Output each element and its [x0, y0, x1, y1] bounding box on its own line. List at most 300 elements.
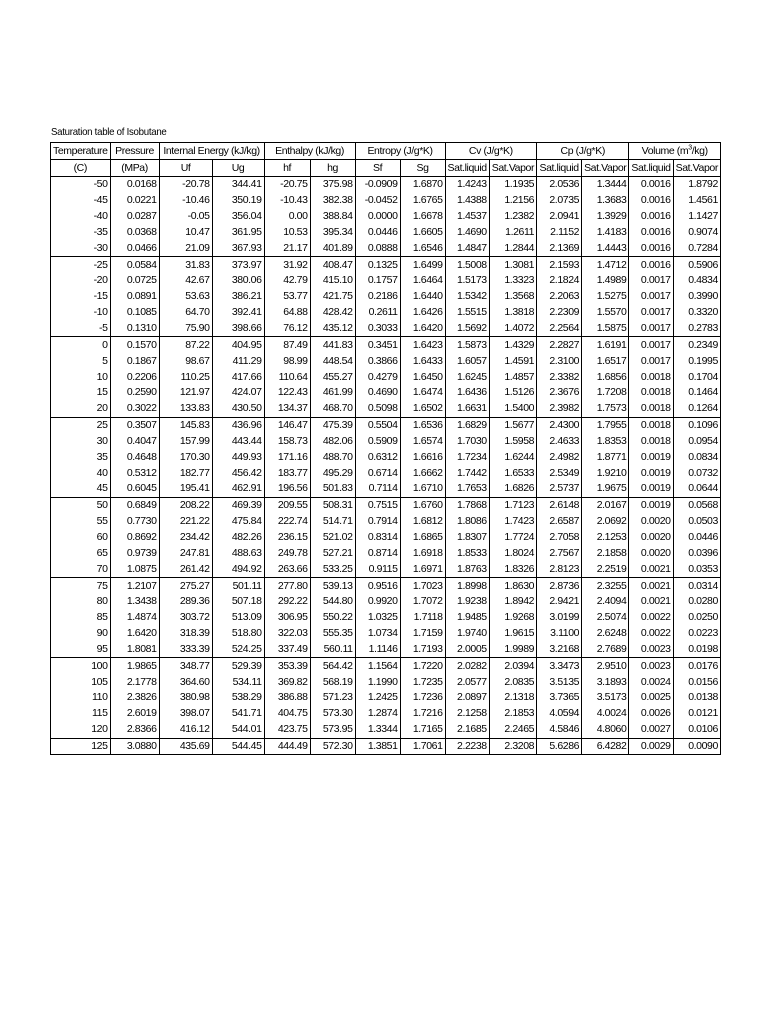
- table-cell: 90: [51, 626, 111, 642]
- table-cell: 0.9074: [673, 225, 720, 241]
- table-cell: 55: [51, 514, 111, 530]
- table-cell: 448.54: [310, 353, 355, 369]
- table-cell: 1.7159: [400, 626, 445, 642]
- table-cell: 122.43: [264, 385, 310, 401]
- table-cell: 0.6714: [355, 465, 400, 481]
- table-cell: 1.3929: [582, 209, 629, 225]
- table-cell: 1.8998: [445, 578, 489, 594]
- table-cell: 1.6574: [400, 434, 445, 450]
- table-cell: 208.22: [159, 497, 212, 513]
- table-cell: 87.49: [264, 337, 310, 353]
- table-cell: 501.83: [310, 481, 355, 497]
- table-cell: 1.6057: [445, 353, 489, 369]
- table-cell: 1.6420: [110, 626, 159, 642]
- table-cell: 196.56: [264, 481, 310, 497]
- table-cell: 1.7061: [400, 738, 445, 755]
- table-cell: 4.5846: [537, 722, 582, 738]
- table-cell: 1.2156: [489, 193, 536, 209]
- table-cell: 0.0018: [629, 434, 673, 450]
- table-cell: 0.0026: [629, 706, 673, 722]
- table-cell: 0.0023: [629, 658, 673, 674]
- table-cell: -25: [51, 257, 111, 273]
- table-cell: 303.72: [159, 610, 212, 626]
- table-cell: 0.1867: [110, 353, 159, 369]
- table-cell: 0.2590: [110, 385, 159, 401]
- table-cell: 513.09: [212, 610, 264, 626]
- table-cell: 0.0029: [629, 738, 673, 755]
- column-group-label: Enthalpy (kJ/kg): [275, 144, 344, 157]
- table-cell: 1.8533: [445, 545, 489, 561]
- table-cell: 1.7023: [400, 578, 445, 594]
- table-cell: 53.77: [264, 289, 310, 305]
- table-cell: 3.3473: [537, 658, 582, 674]
- table-cell: 249.78: [264, 545, 310, 561]
- header-sub-row: [51, 160, 721, 177]
- table-row: [51, 353, 721, 369]
- table-cell: 1.5008: [445, 257, 489, 273]
- table-cell: 1.4847: [445, 240, 489, 256]
- table-row: [51, 369, 721, 385]
- column-group-label: Pressure: [115, 144, 154, 157]
- table-cell: 0.0018: [629, 385, 673, 401]
- table-row: [51, 434, 721, 450]
- column-group-header: [629, 143, 721, 160]
- table-cell: 555.35: [310, 626, 355, 642]
- table-cell: 1.6533: [489, 465, 536, 481]
- table-cell: 1.6710: [400, 481, 445, 497]
- table-cell: 1.6856: [582, 369, 629, 385]
- table-cell: 10: [51, 369, 111, 385]
- table-cell: 1.7573: [582, 401, 629, 417]
- table-cell: 134.37: [264, 401, 310, 417]
- table-cell: 1.0875: [110, 561, 159, 577]
- table-cell: 0.4648: [110, 449, 159, 465]
- table-cell: 0.0017: [629, 321, 673, 337]
- table-cell: 1.4243: [445, 177, 489, 193]
- table-cell: 1.7653: [445, 481, 489, 497]
- table-cell: 1.5570: [582, 305, 629, 321]
- table-cell: 0.1325: [355, 257, 400, 273]
- table-cell: 568.19: [310, 674, 355, 690]
- table-cell: 2.7058: [537, 530, 582, 546]
- table-cell: 40: [51, 465, 111, 481]
- table-cell: 1.2107: [110, 578, 159, 594]
- table-cell: 573.95: [310, 722, 355, 738]
- table-cell: 1.6517: [582, 353, 629, 369]
- table-cell: 1.6502: [400, 401, 445, 417]
- table-cell: 87.22: [159, 337, 212, 353]
- table-cell: 494.92: [212, 561, 264, 577]
- table-cell: 98.99: [264, 353, 310, 369]
- table-cell: 65: [51, 545, 111, 561]
- table-cell: 2.0692: [582, 514, 629, 530]
- table-cell: 0.0446: [673, 530, 720, 546]
- table-cell: 157.99: [159, 434, 212, 450]
- table-cell: 0.1757: [355, 273, 400, 289]
- table-cell: -20.78: [159, 177, 212, 193]
- table-cell: 2.2564: [537, 321, 582, 337]
- table-cell: 2.0941: [537, 209, 582, 225]
- table-cell: -40: [51, 209, 111, 225]
- table-cell: 0.4279: [355, 369, 400, 385]
- table-row: [51, 497, 721, 513]
- table-cell: 0.0025: [629, 690, 673, 706]
- table-cell: 2.3982: [537, 401, 582, 417]
- table-cell: 1.6536: [400, 417, 445, 433]
- table-cell: 2.1258: [445, 706, 489, 722]
- table-cell: 1.6616: [400, 449, 445, 465]
- table-cell: 1.2611: [489, 225, 536, 241]
- table-cell: 508.31: [310, 497, 355, 513]
- table-cell: 0.0176: [673, 658, 720, 674]
- column-group-header: [264, 143, 355, 160]
- table-cell: 1.8763: [445, 561, 489, 577]
- table-cell: 5.6286: [537, 738, 582, 755]
- table-cell: 1.3438: [110, 594, 159, 610]
- table-cell: 0.7730: [110, 514, 159, 530]
- table-cell: 2.1858: [582, 545, 629, 561]
- table-cell: 337.49: [264, 641, 310, 657]
- table-cell: 388.84: [310, 209, 355, 225]
- table-cell: 0.0250: [673, 610, 720, 626]
- table-cell: 423.75: [264, 722, 310, 738]
- table-cell: 0.0020: [629, 514, 673, 530]
- table-cell: 544.80: [310, 594, 355, 610]
- table-cell: 2.9421: [537, 594, 582, 610]
- table-cell: 1.6918: [400, 545, 445, 561]
- table-cell: 344.41: [212, 177, 264, 193]
- table-cell: 1.9675: [582, 481, 629, 497]
- table-row: [51, 465, 721, 481]
- table-cell: 0.4834: [673, 273, 720, 289]
- table-cell: 5: [51, 353, 111, 369]
- table-cell: 2.3208: [489, 738, 536, 755]
- table-cell: 1.7235: [400, 674, 445, 690]
- table-row: [51, 641, 721, 657]
- table-cell: 2.3100: [537, 353, 582, 369]
- table-cell: 0.3320: [673, 305, 720, 321]
- table-cell: 521.02: [310, 530, 355, 546]
- table-cell: 3.7365: [537, 690, 582, 706]
- table-cell: 2.0282: [445, 658, 489, 674]
- table-cell: 0.0023: [629, 641, 673, 657]
- table-cell: 392.41: [212, 305, 264, 321]
- table-cell: 98.67: [159, 353, 212, 369]
- table-cell: 0.0353: [673, 561, 720, 577]
- table-cell: 1.7165: [400, 722, 445, 738]
- table-cell: 541.71: [212, 706, 264, 722]
- table-cell: 1.4690: [445, 225, 489, 241]
- table-cell: 482.06: [310, 434, 355, 450]
- table-cell: 501.11: [212, 578, 264, 594]
- table-cell: 564.42: [310, 658, 355, 674]
- table-cell: 361.95: [212, 225, 264, 241]
- table-cell: 261.42: [159, 561, 212, 577]
- table-row: [51, 722, 721, 738]
- table-row: [51, 674, 721, 690]
- table-cell: 560.11: [310, 641, 355, 657]
- table-cell: -5: [51, 321, 111, 337]
- table-cell: 2.2063: [537, 289, 582, 305]
- table-cell: 2.3826: [110, 690, 159, 706]
- table-cell: 518.80: [212, 626, 264, 642]
- table-cell: 436.96: [212, 417, 264, 433]
- table-cell: 1.6662: [400, 465, 445, 481]
- table-cell: 2.1152: [537, 225, 582, 241]
- table-cell: 2.1778: [110, 674, 159, 690]
- table-cell: 461.99: [310, 385, 355, 401]
- table-cell: 0.5504: [355, 417, 400, 433]
- table-cell: 3.1893: [582, 674, 629, 690]
- table-cell: 1.7220: [400, 658, 445, 674]
- table-cell: 53.63: [159, 289, 212, 305]
- table-cell: 182.77: [159, 465, 212, 481]
- table-cell: 0.0020: [629, 530, 673, 546]
- table-cell: 0.0020: [629, 545, 673, 561]
- table-cell: 1.8081: [110, 641, 159, 657]
- table-cell: 115: [51, 706, 111, 722]
- table-cell: 375.98: [310, 177, 355, 193]
- table-cell: 0.0021: [629, 578, 673, 594]
- table-cell: 398.07: [159, 706, 212, 722]
- table-cell: 1.1564: [355, 658, 400, 674]
- table-cell: 455.27: [310, 369, 355, 385]
- table-cell: 0.4690: [355, 385, 400, 401]
- table-row: [51, 449, 721, 465]
- table-row: [51, 337, 721, 353]
- table-cell: -20.75: [264, 177, 310, 193]
- table-cell: 1.2425: [355, 690, 400, 706]
- table-cell: 356.04: [212, 209, 264, 225]
- table-cell: 0.7114: [355, 481, 400, 497]
- table-cell: 1.6464: [400, 273, 445, 289]
- column-header: (C): [51, 160, 111, 177]
- table-cell: 1.4072: [489, 321, 536, 337]
- table-cell: 2.8123: [537, 561, 582, 577]
- table-row: [51, 545, 721, 561]
- table-cell: 0.3990: [673, 289, 720, 305]
- table-cell: 0.0016: [629, 193, 673, 209]
- table-cell: 145.83: [159, 417, 212, 433]
- table-cell: 0.0019: [629, 497, 673, 513]
- table-cell: 1.9268: [489, 610, 536, 626]
- table-cell: 2.1593: [537, 257, 582, 273]
- table-cell: 1.7423: [489, 514, 536, 530]
- table-row: [51, 401, 721, 417]
- table-cell: 0.7284: [673, 240, 720, 256]
- column-group-label: Internal Energy (kJ/kg): [163, 144, 260, 157]
- table-cell: 0.0503: [673, 514, 720, 530]
- table-cell: 0.2783: [673, 321, 720, 337]
- table-cell: 0.1085: [110, 305, 159, 321]
- table-cell: 2.5349: [537, 465, 582, 481]
- table-cell: 2.0536: [537, 177, 582, 193]
- table-cell: 1.8771: [582, 449, 629, 465]
- table-cell: 0.0644: [673, 481, 720, 497]
- table-cell: 0.9516: [355, 578, 400, 594]
- table-cell: 1.3818: [489, 305, 536, 321]
- table-cell: 2.2309: [537, 305, 582, 321]
- table-cell: 0.7914: [355, 514, 400, 530]
- table-row: [51, 690, 721, 706]
- table-row: [51, 321, 721, 337]
- table-cell: 0.8314: [355, 530, 400, 546]
- table-row: [51, 289, 721, 305]
- table-cell: 0: [51, 337, 111, 353]
- table-cell: 398.66: [212, 321, 264, 337]
- table-cell: -35: [51, 225, 111, 241]
- table-cell: 2.3255: [582, 578, 629, 594]
- table-cell: 1.3344: [355, 722, 400, 738]
- table-cell: 31.83: [159, 257, 212, 273]
- table-cell: 2.7689: [582, 641, 629, 657]
- table-cell: 1.7072: [400, 594, 445, 610]
- table-caption: Saturation table of Isobutane: [51, 126, 167, 138]
- table-cell: 0.2186: [355, 289, 400, 305]
- table-cell: 0.0019: [629, 465, 673, 481]
- table-cell: 1.5275: [582, 289, 629, 305]
- table-cell: 0.00: [264, 209, 310, 225]
- table-cell: 0.0396: [673, 545, 720, 561]
- table-cell: 1.1935: [489, 177, 536, 193]
- table-cell: 4.0024: [582, 706, 629, 722]
- table-cell: 1.6829: [445, 417, 489, 433]
- table-cell: 1.7724: [489, 530, 536, 546]
- table-cell: 1.6812: [400, 514, 445, 530]
- table-cell: 2.7567: [537, 545, 582, 561]
- table-cell: 2.1318: [489, 690, 536, 706]
- table-cell: 0.9920: [355, 594, 400, 610]
- table-cell: 514.71: [310, 514, 355, 530]
- column-group-header: [445, 143, 537, 160]
- table-row: [51, 561, 721, 577]
- table-cell: 1.7030: [445, 434, 489, 450]
- table-cell: 1.4561: [673, 193, 720, 209]
- table-cell: 411.29: [212, 353, 264, 369]
- table-cell: 1.4537: [445, 209, 489, 225]
- table-cell: 1.5126: [489, 385, 536, 401]
- table-cell: -0.0452: [355, 193, 400, 209]
- table-cell: 10.53: [264, 225, 310, 241]
- table-cell: 462.91: [212, 481, 264, 497]
- table-cell: 0.5098: [355, 401, 400, 417]
- column-header: Sat.Vapor: [673, 160, 720, 177]
- table-cell: 1.6678: [400, 209, 445, 225]
- table-cell: 0.0019: [629, 449, 673, 465]
- table-cell: 369.82: [264, 674, 310, 690]
- table-row: [51, 385, 721, 401]
- table-cell: 60: [51, 530, 111, 546]
- table-cell: 0.6045: [110, 481, 159, 497]
- column-header: hg: [310, 160, 355, 177]
- table-cell: 1.6765: [400, 193, 445, 209]
- table-cell: 2.1253: [582, 530, 629, 546]
- table-header: [51, 143, 721, 177]
- table-cell: 0.0954: [673, 434, 720, 450]
- table-cell: 2.4300: [537, 417, 582, 433]
- column-group-label: Cp (J/g*K): [560, 144, 605, 157]
- table-cell: 0.0017: [629, 353, 673, 369]
- table-row: [51, 594, 721, 610]
- table-cell: 1.1990: [355, 674, 400, 690]
- table-cell: 1.2844: [489, 240, 536, 256]
- table-cell: 1.6499: [400, 257, 445, 273]
- table-cell: 1.6423: [400, 337, 445, 353]
- table-cell: 538.29: [212, 690, 264, 706]
- table-cell: -30: [51, 240, 111, 256]
- table-cell: 110.25: [159, 369, 212, 385]
- table-cell: 277.80: [264, 578, 310, 594]
- table-cell: 2.2238: [445, 738, 489, 755]
- table-row: [51, 417, 721, 433]
- table-cell: -0.05: [159, 209, 212, 225]
- table-cell: 45: [51, 481, 111, 497]
- table-cell: 404.95: [212, 337, 264, 353]
- table-cell: 1.2874: [355, 706, 400, 722]
- table-row: [51, 273, 721, 289]
- table-cell: 35: [51, 449, 111, 465]
- table-cell: 64.88: [264, 305, 310, 321]
- column-header: Sat.Vapor: [582, 160, 629, 177]
- table-row: [51, 658, 721, 674]
- table-row: [51, 578, 721, 594]
- table-cell: 0.0834: [673, 449, 720, 465]
- table-cell: 544.45: [212, 738, 264, 755]
- table-cell: 85: [51, 610, 111, 626]
- table-row: [51, 177, 721, 193]
- column-header: Sat.Vapor: [489, 160, 536, 177]
- table-cell: 0.5312: [110, 465, 159, 481]
- table-cell: 395.34: [310, 225, 355, 241]
- table-cell: 0.0021: [629, 594, 673, 610]
- table-cell: 386.88: [264, 690, 310, 706]
- table-cell: 373.97: [212, 257, 264, 273]
- table-cell: 2.0005: [445, 641, 489, 657]
- table-cell: 0.0287: [110, 209, 159, 225]
- table-cell: 318.39: [159, 626, 212, 642]
- table-cell: 0.1995: [673, 353, 720, 369]
- table-cell: 2.0167: [582, 497, 629, 513]
- column-group-header: [110, 143, 159, 160]
- table-cell: 2.2827: [537, 337, 582, 353]
- table-cell: 1.5515: [445, 305, 489, 321]
- table-cell: 1.3081: [489, 257, 536, 273]
- table-cell: 0.0018: [629, 401, 673, 417]
- table-cell: 2.1369: [537, 240, 582, 256]
- table-cell: 475.39: [310, 417, 355, 433]
- table-cell: 1.0325: [355, 610, 400, 626]
- table-cell: 3.0880: [110, 738, 159, 755]
- column-group-header: [537, 143, 629, 160]
- table-cell: 0.0018: [629, 417, 673, 433]
- table-cell: 1.6605: [400, 225, 445, 241]
- table-cell: 3.0199: [537, 610, 582, 626]
- table-cell: 0.0466: [110, 240, 159, 256]
- unit-suffix: /kg): [691, 144, 708, 157]
- table-cell: 183.77: [264, 465, 310, 481]
- table-cell: 0.0888: [355, 240, 400, 256]
- table-cell: 1.4712: [582, 257, 629, 273]
- table-cell: 524.25: [212, 641, 264, 657]
- table-cell: 0.0022: [629, 610, 673, 626]
- table-cell: 0.0017: [629, 273, 673, 289]
- table-cell: 2.4982: [537, 449, 582, 465]
- table-cell: 0.3451: [355, 337, 400, 353]
- table-cell: 468.70: [310, 401, 355, 417]
- table-cell: 571.23: [310, 690, 355, 706]
- table-cell: 6.4282: [582, 738, 629, 755]
- table-cell: 105: [51, 674, 111, 690]
